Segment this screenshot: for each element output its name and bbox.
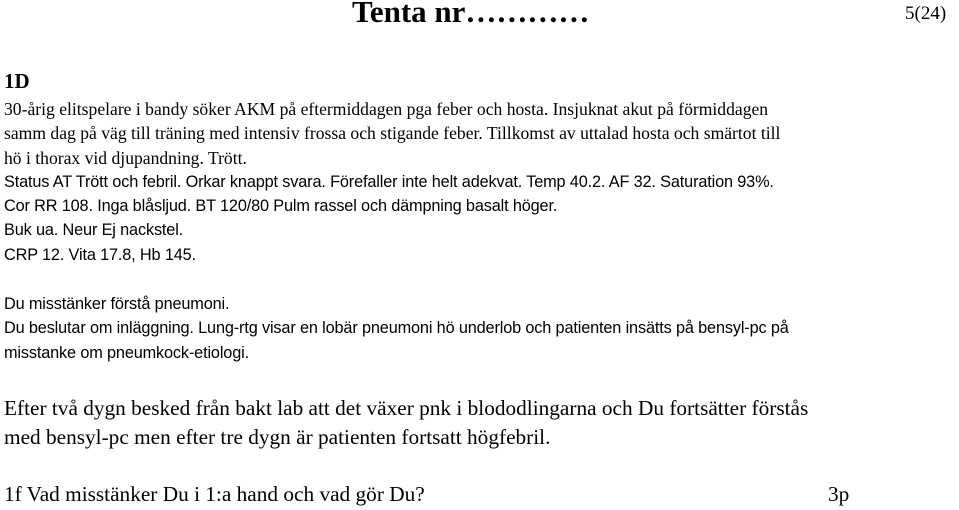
question-text: 1f Vad misstänker Du i 1:a hand och vad gör Du?	[4, 482, 425, 506]
decision-line-1: Du beslutar om inläggning. Lung-rtg visar en lobär pneumoni hö underlob och patienten insätts på bensyl-pc på	[4, 319, 789, 337]
suspicion-text: Du misstänker förstå pneumoni.	[4, 295, 230, 313]
case-intro-line-1: 30-årig elitspelare i bandy söker AKM på eftermiddagen pga feber och hosta. Insjuknat akut på förmiddagen	[4, 99, 769, 119]
status-line-1: Status AT Trött och febril. Orkar knappt svara. Förefaller inte helt adekvat. Temp 40.2. AF 32. Saturation 93%.	[4, 173, 774, 191]
case-id: 1D	[4, 69, 30, 93]
case-intro-line-3: hö i thorax vid djupandning. Trött.	[4, 148, 247, 168]
followup-line-2: med bensyl-pc men efter tre dygn är patienten fortsatt högfebril.	[4, 425, 551, 449]
case-intro-line-2: samm dag på väg till träning med intensiv frossa och stigande feber. Tillkomst av uttalad hosta och smärtot till	[4, 123, 781, 143]
page-number: 5(24)	[905, 3, 947, 24]
exam-title: Tenta nr…………	[352, 0, 590, 29]
status-line-4: CRP 12. Vita 17.8, Hb 145.	[4, 246, 196, 264]
followup-line-1: Efter två dygn besked från bakt lab att det växer pnk i blododlingarna och Du fortsätter förstås	[4, 396, 809, 420]
status-line-2: Cor RR 108. Inga blåsljud. BT 120/80 Pulm rassel och dämpning basalt höger.	[4, 197, 558, 215]
question-points: 3p	[828, 482, 850, 506]
status-line-3: Buk ua. Neur Ej nackstel.	[4, 221, 184, 239]
decision-line-2: misstanke om pneumkock-etiologi.	[4, 344, 249, 362]
